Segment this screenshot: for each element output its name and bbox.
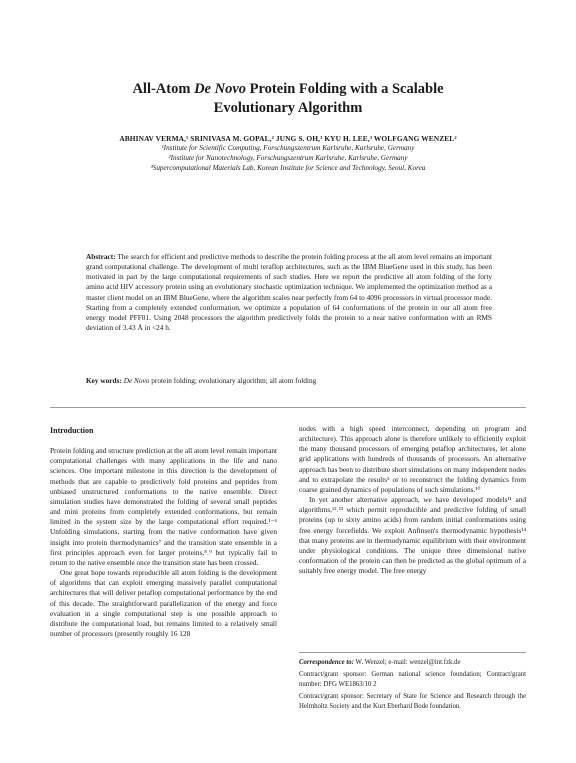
author-list: ABHINAV VERMA,¹ SRINIVASA M. GOPAL,² JUNG S. OH,³ KYU H. LEE,³ WOLFGANG WENZEL²: [119, 134, 457, 143]
correspondence-label: Correspondence to:: [299, 659, 354, 666]
keywords-italic: De Novo: [123, 376, 150, 385]
title-line-2: Evolutionary Algorithm: [213, 100, 363, 116]
title-line-1: All-Atom De Novo Protein Folding with a Scalable: [132, 81, 444, 97]
section-divider: [50, 407, 526, 408]
keywords: [86, 376, 492, 386]
section-heading-introduction: Introduction: [50, 426, 94, 435]
affiliation-1: ¹Institute for Scientific Computing, Forschungszentrum Karlsruhe, Karlsruhe, Germany: [161, 144, 415, 152]
right-column: [299, 424, 526, 576]
article-title: [100, 80, 476, 118]
footnote-divider: [299, 652, 526, 653]
keywords-text: protein folding; evolutionary algorithm; all atom folding: [149, 376, 317, 385]
affiliation-3: ³Supercomputational Materials Lab, Korean Institute for Science and Technology, Seoul, Korea: [150, 164, 426, 172]
intro-paragraph-1: Protein folding and structure prediction at the all atom level remain important computational challenges with many applications in the life and nano sciences. One important milestone in this direction is the development of methods that are capable to predictively fold proteins and peptides from unbiased unstructured conformations to the native ensemble. Direct simulation studies have demonstrated the folding of several small peptides and mini proteins from completely extended conformations, but remain limited in the system size by the large computational effort required.¹⁻⁶ Unfolding simulations, starting from the native conformation have given insight into protein thermodynamics⁷ and the transition state ensemble in a first principles approach even for larger proteins,⁸˒⁹ but typically fail to return to the native ensemble once the transition state has been crossed.: [50, 446, 277, 567]
keywords-label: Key words:: [86, 376, 122, 385]
grant-sponsor-2: Contract/grant sponsor: Secretary of State for Science and Research through the Helmholtz Society and the Kurt Eberhard Bode foundation.: [299, 693, 526, 710]
abstract: [86, 252, 492, 333]
affiliations: [60, 143, 516, 173]
abstract-label: Abstract:: [86, 252, 116, 261]
intro-paragraph-2: One great hope towards reproducible all atom folding is the development of algorithms that can exploit emerging massively parallel computational architectures that will deliver petaflop computational performance by the end of this decade. The straightforward parallelization of the energy and force evaluation in a single computational step is one possible approach to distribute the computational load, but remains limited to a relatively small number of processors (presently roughly 16 128: [50, 568, 277, 638]
correspondence: [299, 658, 526, 667]
left-column: [50, 424, 277, 639]
intro-paragraph-3: nodes with a high speed interconnect, depending on program and architecture). This approach alone is therefore unlikely to efficiently exploit the many thousand processors of emerging petaflop architectures, let alone grid applications with hundreds of thousands of processors. An alternative approach has been to distribute short simulations on many independent nodes and to extrapolate the results⁵ or to reconstruct the folding dynamics from coarse grained dynamics of populations of such simulations.¹⁰: [299, 424, 526, 494]
abstract-text: The search for efficient and predictive methods to describe the protein folding process at the all atom level remains an important grand computational challenge. The development of multi teraflop architectures, such as the IBM BlueGene used in this study, has been motivated in part by the large computational requirements of such studies. Here we report the predictive all atom folding of the forty amino acid HIV accessory protein using an evolutionary stochastic optimization technique. We implemented the optimization method as a master client model on an IBM BlueGene, where the algorithm scales near perfectly from 64 to 4096 processors in virtual processor mode. Starting from a completely extended conformation, we optimize a population of 64 conformations of the protein in our all atom free energy model PFF01. Using 2048 processors the algorithm predictively folds the protein to a near native conformation with an RMS deviation of 3.43 Å in <24 h.: [86, 252, 493, 333]
footnotes: [299, 658, 526, 714]
correspondence-email: W. Wenzel; e-mail: wenzel@int.fzk.de: [353, 659, 461, 666]
affiliation-2: ²Institute for Nanotechnology, Forschungszentrum Karlsruhe, Karlsruhe, Germany: [168, 154, 408, 162]
intro-paragraph-4: In yet another alternative approach, we have developed models¹¹ and algorithms,¹²˒¹³ which permit reproducible and predictive folding of small proteins (up to sixty amino acids) from random initial conformations using free energy forcefields. We exploit Anfinsen's thermodynamic hypothesis¹⁴ that many proteins are in thermodynamic equilibrium with their environment under physiological conditions. The unique three dimensional native conformation of the protein can then be predicted as the global optimum of a suitably free energy model. The free energy: [299, 495, 526, 576]
grant-sponsor-1: Contract/grant sponsor: German national science foundation; Contract/grant number: DFG WE1863/10 2: [299, 671, 526, 688]
